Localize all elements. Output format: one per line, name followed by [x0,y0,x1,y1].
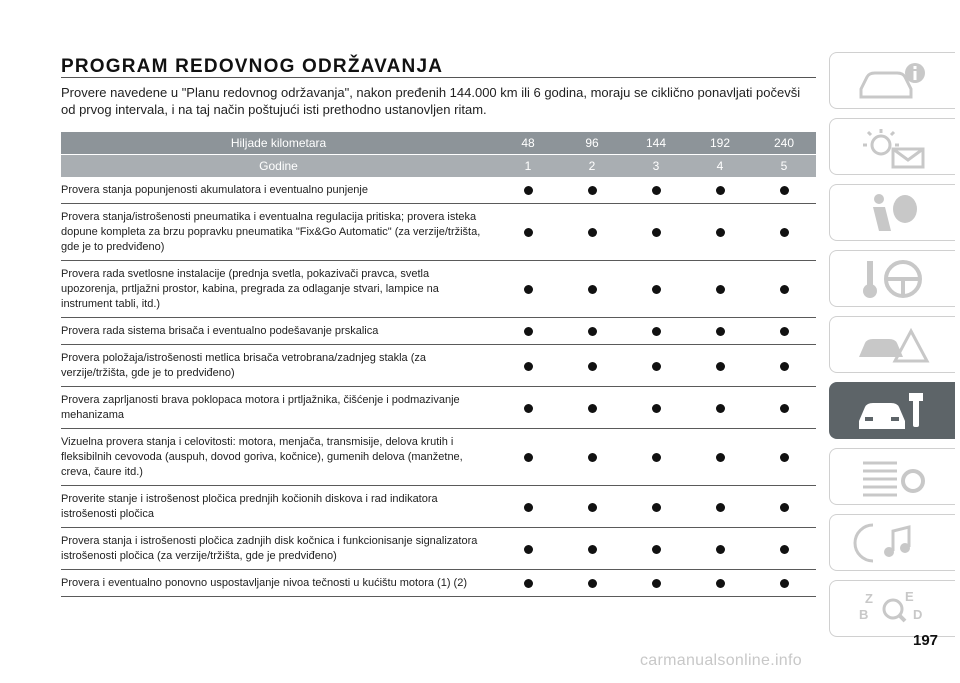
check-dot-icon [716,228,725,237]
interval-cells [496,210,816,255]
check-dot-icon [588,327,597,336]
interval-cell [624,186,688,195]
sidebar-tab-warnings[interactable] [829,118,955,175]
interval-cell [688,228,752,237]
check-dot-icon [652,503,661,512]
interval-cell [688,362,752,371]
check-dot-icon [588,453,597,462]
interval-cell [496,579,560,588]
check-dot-icon [716,545,725,554]
table-body [61,177,816,596]
interval-cell [752,404,816,413]
check-dot-icon [652,228,661,237]
interval-cell [624,327,688,336]
table-bottom-divider [61,596,816,597]
page-title: PROGRAM REDOVNOG ODRŽAVANJA [61,56,444,77]
check-description: Proverite stanje i istrošenost pločica prednjih kočionih diskova i rad indikatora istrošenosti pločica [61,493,438,520]
car-wrench-icon [853,389,933,433]
check-dot-icon [652,404,661,413]
check-description: Vizuelna provera stanja i celovitosti: motora, menjača, transmisije, delova krutih i fleksibilnih cevovoda (auspuh, dovod goriva, kočnice), gumenih delova (manžetne, creva, čaure itd.) [61,436,463,478]
check-dot-icon [588,362,597,371]
interval-cells [496,435,816,480]
interval-cell [752,362,816,371]
interval-cell [560,453,624,462]
check-description: Provera rada svetlosne instalacije (prednja svetla, pokazivači pravca, svetla upozorenja, prtljažni prostor, kabina, pregrada za odlaganje stvari, lampice na instrument tabli, itd.) [61,268,439,310]
check-dot-icon [588,404,597,413]
check-description: Provera i eventualno ponovno uspostavljanje nivoa tečnosti u kućištu motora (1) (2) [61,577,468,589]
multimedia-icon [853,521,933,565]
interval-cells [496,576,816,591]
check-dot-icon [524,327,533,336]
key-steering-wheel-icon [853,257,933,301]
check-dot-icon [524,579,533,588]
interval-cell [560,362,624,371]
svg-text:B: B [858,606,868,622]
interval-cell [560,228,624,237]
interval-cells [496,492,816,522]
interval-cell [560,579,624,588]
car-info-icon [853,59,933,103]
interval-cell [752,285,816,294]
interval-cells [496,324,816,339]
check-dot-icon [780,285,789,294]
interval-cell [560,186,624,195]
chapter-sidebar [829,52,955,646]
interval-cell [496,404,560,413]
interval-cell [560,503,624,512]
check-dot-icon [716,579,725,588]
check-dot-icon [780,362,789,371]
check-dot-icon [716,285,725,294]
interval-cell [688,503,752,512]
check-dot-icon [652,545,661,554]
check-dot-icon [780,503,789,512]
km-header-row [61,132,816,154]
check-dot-icon [716,186,725,195]
table-row [61,317,816,344]
check-dot-icon [780,186,789,195]
interval-cell [560,327,624,336]
interval-cell [752,503,816,512]
km-value: 240 [773,136,795,150]
table-row [61,177,816,203]
interval-cell [688,186,752,195]
interval-cells [496,534,816,564]
interval-cell [752,327,816,336]
check-dot-icon [524,362,533,371]
maintenance-table [61,132,816,597]
title-divider [61,77,816,78]
interval-cell [496,285,560,294]
sidebar-tab-index[interactable] [829,580,955,637]
table-row [61,527,816,569]
sidebar-tab-safety[interactable] [829,184,955,241]
check-description: Provera stanja popunjenosti akumulatora i eventualno punjenje [61,184,368,196]
interval-cell [624,285,688,294]
check-dot-icon [524,228,533,237]
interval-cell [624,579,688,588]
interval-cell [688,327,752,336]
km-value: 144 [645,136,667,150]
year-value: 5 [780,159,788,173]
check-dot-icon [524,404,533,413]
check-dot-icon [716,453,725,462]
km-header-label: Hiljade kilometara [230,136,327,150]
check-description: Provera stanja i istrošenosti pločica zadnjih disk kočnica i funkcionisanje signalizatora istrošenosti pločica (za verzije/tržišta, gde je predviđeno) [61,535,478,562]
check-description: Provera stanja/istrošenosti pneumatika i eventualna regulacija pritiska; provera isteka dopune kompleta za brzu popravku pneumatika "Fix&Go Automatic" (za verzije/tržišta, gde je to predviđeno) [61,211,481,253]
airbag-safety-icon [853,191,933,235]
check-dot-icon [588,579,597,588]
table-row [61,569,816,596]
table-row [61,428,816,485]
check-dot-icon [652,285,661,294]
interval-cell [496,362,560,371]
interval-cells [496,393,816,423]
sidebar-tab-info[interactable] [829,52,955,109]
table-row [61,260,816,317]
interval-cell [688,545,752,554]
interval-cell [496,545,560,554]
interval-cell [752,453,816,462]
check-dot-icon [588,503,597,512]
interval-cell [496,327,560,336]
km-value: 96 [585,136,599,150]
table-row [61,485,816,527]
check-dot-icon [780,453,789,462]
sidebar-tab-starting[interactable] [829,250,955,307]
years-header-row [61,154,816,177]
svg-text:D: D [912,606,922,622]
intro-paragraph: Provere navedene u "Planu redovnog održavanja", nakon pređenih 144.000 km ili 6 godina, moraju se ciklično ponavljati počevši od prvog intervala, i na taj način poštujući isti prethodno ustanovljen ritam. [61,85,801,117]
check-dot-icon [588,186,597,195]
svg-text:Z: Z [864,590,873,606]
check-dot-icon [524,503,533,512]
year-value: 1 [524,159,532,173]
interval-cell [752,228,816,237]
interval-cell [624,228,688,237]
check-description: Provera zaprljanosti brava poklopaca motora i prtljažnika, čišćenje i podmazivanje mehanizama [61,394,460,421]
check-dot-icon [588,228,597,237]
interval-cell [624,453,688,462]
check-dot-icon [780,228,789,237]
svg-text:E: E [904,588,914,604]
check-dot-icon [780,404,789,413]
year-value: 4 [716,159,724,173]
check-dot-icon [716,404,725,413]
interval-cells [496,351,816,381]
interval-cell [496,186,560,195]
check-dot-icon [588,285,597,294]
check-dot-icon [524,453,533,462]
check-dot-icon [588,545,597,554]
interval-cell [560,404,624,413]
check-dot-icon [780,579,789,588]
warning-lights-icon [853,125,933,169]
check-dot-icon [716,362,725,371]
years-header-label: Godine [259,159,298,173]
check-dot-icon [652,579,661,588]
check-dot-icon [652,362,661,371]
interval-cell [688,579,752,588]
interval-cell [496,503,560,512]
car-emergency-icon [853,323,933,367]
interval-cell [752,545,816,554]
check-description: Provera rada sistema brisača i eventualno podešavanje prskalica [61,325,379,337]
year-value: 2 [588,159,596,173]
interval-cells [496,183,816,198]
interval-cell [496,228,560,237]
check-dot-icon [524,285,533,294]
check-dot-icon [780,545,789,554]
interval-cell [560,545,624,554]
watermark: carmanualsonline.info [640,652,802,669]
check-dot-icon [524,545,533,554]
interval-cells [496,267,816,312]
interval-cell [688,404,752,413]
check-dot-icon [652,327,661,336]
check-dot-icon [716,503,725,512]
check-dot-icon [716,327,725,336]
interval-cell [624,545,688,554]
alphabetical-index-icon [853,587,933,631]
interval-cell [688,453,752,462]
sidebar-tab-technical[interactable] [829,448,955,505]
check-dot-icon [652,453,661,462]
interval-cell [688,285,752,294]
table-row [61,386,816,428]
sidebar-tab-maintenance[interactable] [829,382,955,439]
interval-cell [752,186,816,195]
check-description: Provera položaja/istrošenosti metlica brisača vetrobrana/zadnjeg stakla (za verzije/tržišta, gde je to predviđeno) [61,352,427,379]
sidebar-tab-emergency[interactable] [829,316,955,373]
table-row [61,344,816,386]
year-value: 3 [652,159,660,173]
interval-cell [560,285,624,294]
interval-cell [624,362,688,371]
km-value: 192 [709,136,731,150]
interval-cell [624,404,688,413]
page-number: 197 [913,632,939,649]
sidebar-tab-multimedia[interactable] [829,514,955,571]
interval-cell [752,579,816,588]
table-row [61,203,816,260]
interval-cell [624,503,688,512]
check-dot-icon [652,186,661,195]
check-dot-icon [780,327,789,336]
interval-cell [496,453,560,462]
km-value: 48 [521,136,535,150]
technical-data-icon [853,455,933,499]
check-dot-icon [524,186,533,195]
